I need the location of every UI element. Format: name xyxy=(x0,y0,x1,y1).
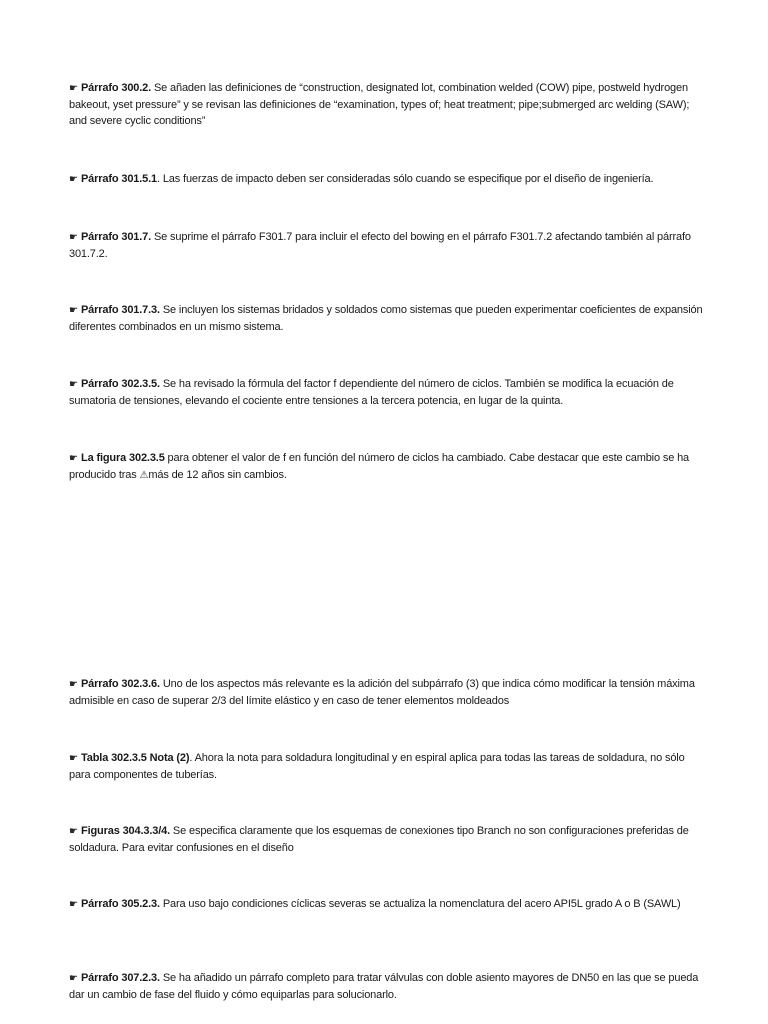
paragraph-301-7 xyxy=(69,229,703,262)
item-lead: Párrafo 301.7.3. xyxy=(81,304,160,316)
table-302-3-5-note-2 xyxy=(69,750,703,783)
item-lead: Párrafo 300.2. xyxy=(81,82,152,94)
pointing-hand-icon: ☛ xyxy=(69,305,78,316)
figure-302-3-5-note xyxy=(69,450,703,484)
pointing-hand-icon: ☛ xyxy=(69,232,78,243)
item-text: Se especifica claramente que los esquemas de conexiones tipo Branch no son configuraciones preferidas de soldadura. Para evitar confusiones en el diseño xyxy=(69,825,689,854)
item-lead: La figura 302.3.5 xyxy=(81,452,165,464)
item-lead: Párrafo 301.7. xyxy=(81,231,152,243)
paragraph-301-7-3 xyxy=(69,302,703,335)
item-text: Para uso bajo condiciones cíclicas severas se actualiza la nomenclatura del acero API5L grado A o B (SAWL) xyxy=(159,898,681,910)
item-lead: Párrafo 302.3.5. xyxy=(81,378,160,390)
item-lead: Figuras 304.3.3/4. xyxy=(81,825,171,837)
item-text: Se incluyen los sistemas bridados y soldados como sistemas que pueden experimentar coeficientes de expansión diferentes combinados en un mismo sistema. xyxy=(69,304,703,333)
pointing-hand-icon: ☛ xyxy=(69,174,78,185)
pointing-hand-icon: ☛ xyxy=(69,83,78,94)
item-text: Se ha revisado la fórmula del factor f dependiente del número de ciclos. También se modifica la ecuación de sumatoria de tensiones, elevando el cociente entre tensiones a la tercera potencia, en lugar de la quinta. xyxy=(69,378,674,407)
item-text: Se suprime el párrafo F301.7 para incluir el efecto del bowing en el párrafo F301.7.2 afectando también al párrafo 301.7.2. xyxy=(69,231,691,260)
pointing-hand-icon: ☛ xyxy=(69,826,78,837)
paragraph-302-3-5 xyxy=(69,376,703,409)
paragraph-305-2-3 xyxy=(69,896,703,913)
warning-triangle-icon: ⚠ xyxy=(139,470,149,481)
item-text: para obtener el valor de f en función del número de ciclos ha cambiado. Cabe destacar que este cambio se ha producido tras xyxy=(69,452,690,481)
pointing-hand-icon: ☛ xyxy=(69,753,78,764)
pointing-hand-icon: ☛ xyxy=(69,453,78,464)
item-text-after: más de 12 años sin cambios. xyxy=(148,469,287,481)
pointing-hand-icon: ☛ xyxy=(69,379,78,390)
item-text: . Las fuerzas de impacto deben ser consideradas sólo cuando se especifique por el diseño de ingeniería. xyxy=(157,173,654,185)
item-lead: Párrafo 305.2.3. xyxy=(81,898,160,910)
pointing-hand-icon: ☛ xyxy=(69,973,78,984)
item-lead: Párrafo 307.2.3. xyxy=(81,972,160,984)
item-text: Se añaden las definiciones de “construction, designated lot, combination welded (COW) pipe, postweld hydrogen bakeout, yset pressure” y se revisan las definiciones de “examination, types of; heat treatment; pipe;submerged arc welding (SAW); and severe cyclic conditions” xyxy=(69,82,690,127)
item-text: . Ahora la nota para soldadura longitudinal y en espiral aplica para todas las tareas de soldadura, no sólo para componentes de tuberías. xyxy=(69,752,685,781)
pointing-hand-icon: ☛ xyxy=(69,679,78,690)
paragraph-302-3-6 xyxy=(69,676,703,709)
pointing-hand-icon: ☛ xyxy=(69,899,78,910)
figures-304-3-3-4 xyxy=(69,823,703,856)
item-text: Uno de los aspectos más relevante es la adición del subpárrafo (3) que indica cómo modificar la tensión máxima admisible en caso de superar 2/3 del límite elástico y en caso de tener elementos moldeados xyxy=(69,678,695,707)
item-lead: Párrafo 301.5.1 xyxy=(81,173,158,185)
paragraph-307-2-3 xyxy=(69,970,703,1003)
item-lead: Párrafo 302.3.6. xyxy=(81,678,160,690)
paragraph-300-2 xyxy=(69,80,703,129)
item-lead: Tabla 302.3.5 Nota (2) xyxy=(81,752,190,764)
paragraph-301-5-1 xyxy=(69,171,703,188)
item-text: Se ha añadido un párrafo completo para tratar válvulas con doble asiento mayores de DN50 en las que se pueda dar un cambio de fase del fluido y cómo equiparlas para solucionarlo. xyxy=(69,972,699,1001)
